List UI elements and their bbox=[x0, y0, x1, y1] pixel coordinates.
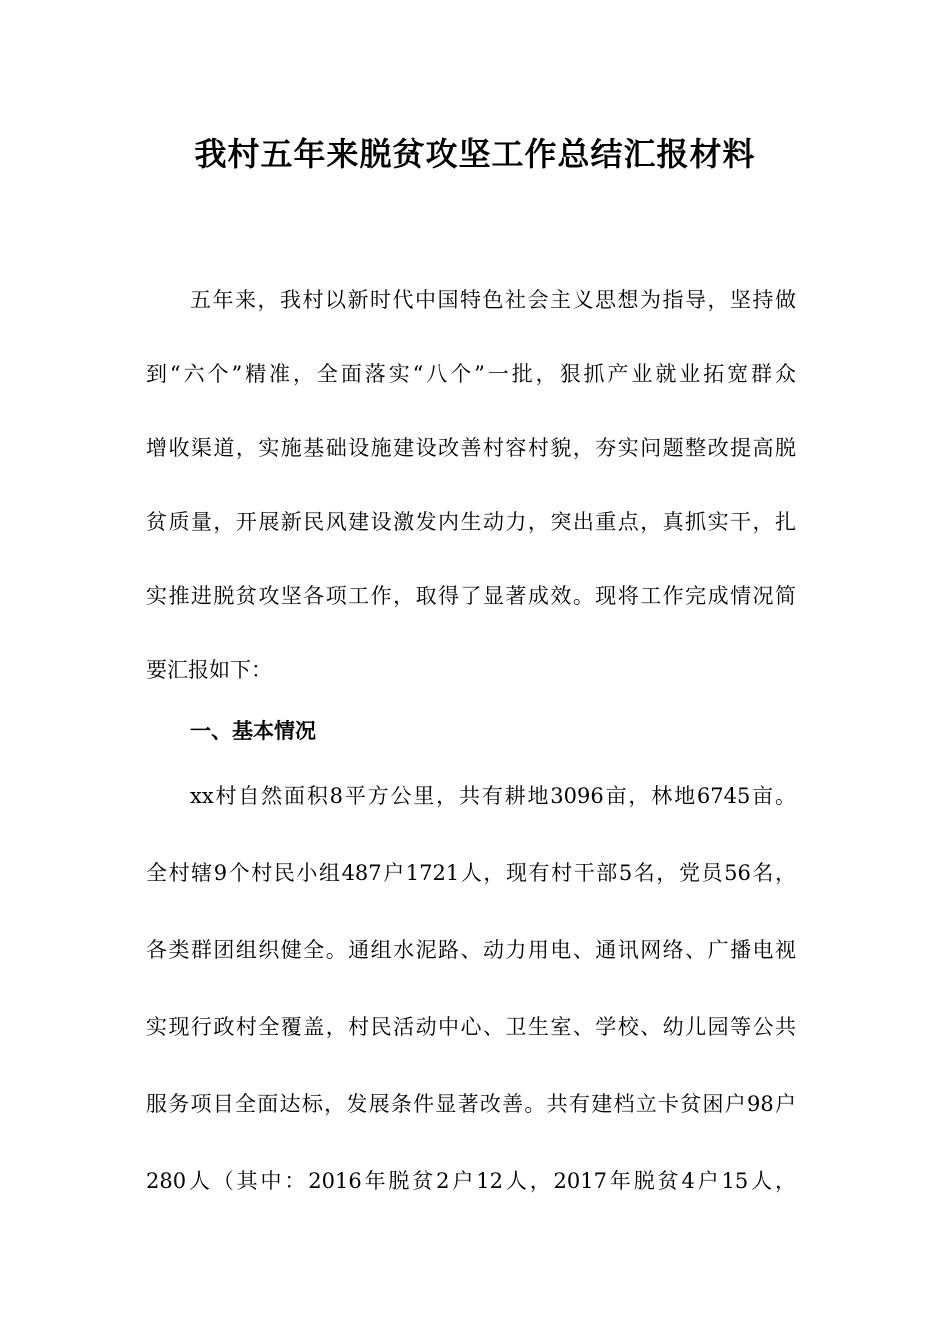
paragraph-line: 五年来，我村以新时代中国特色社会主义思想为指导，坚持做 bbox=[190, 288, 796, 312]
paragraph-line: 贫质量，开展新民风建设激发内生动力，突出重点，真抓实干，扎 bbox=[146, 510, 796, 534]
paragraph-line: 全村辖9个村民小组487户1721人，现有村干部5名，党员56名， bbox=[146, 861, 796, 885]
paragraph-line: 要汇报如下： bbox=[146, 658, 272, 682]
paragraph-line: 280人（其中：2016年脱贫2户12人，2017年脱贫4户15人， bbox=[146, 1169, 796, 1193]
paragraph-line: 增收渠道，实施基础设施建设改善村容村貌，夯实问题整改提高脱 bbox=[146, 436, 796, 460]
paragraph-line: 各类群团组织健全。通组水泥路、动力用电、通讯网络、广播电视 bbox=[146, 938, 796, 962]
document-title: 我村五年来脱贫攻坚工作总结汇报材料 bbox=[194, 135, 756, 173]
paragraph-line: 实现行政村全覆盖，村民活动中心、卫生室、学校、幼儿园等公共 bbox=[146, 1015, 796, 1039]
paragraph-line: 服务项目全面达标，发展条件显著改善。共有建档立卡贫困户98户 bbox=[146, 1092, 796, 1116]
paragraph-intro bbox=[146, 280, 796, 724]
paragraph-line: 实推进脱贫攻坚各项工作，取得了显著成效。现将工作完成情况简 bbox=[146, 584, 796, 608]
paragraph-basic-situation bbox=[146, 776, 796, 1238]
section-heading-basic-situation: 一、基本情况 bbox=[190, 719, 316, 743]
paragraph-line: 到“六个”精准，全面落实“八个”一批，狠抓产业就业拓宽群众 bbox=[146, 362, 796, 386]
paragraph-line: xx村自然面积8平方公里，共有耕地3096亩，林地6745亩。 bbox=[190, 784, 796, 808]
